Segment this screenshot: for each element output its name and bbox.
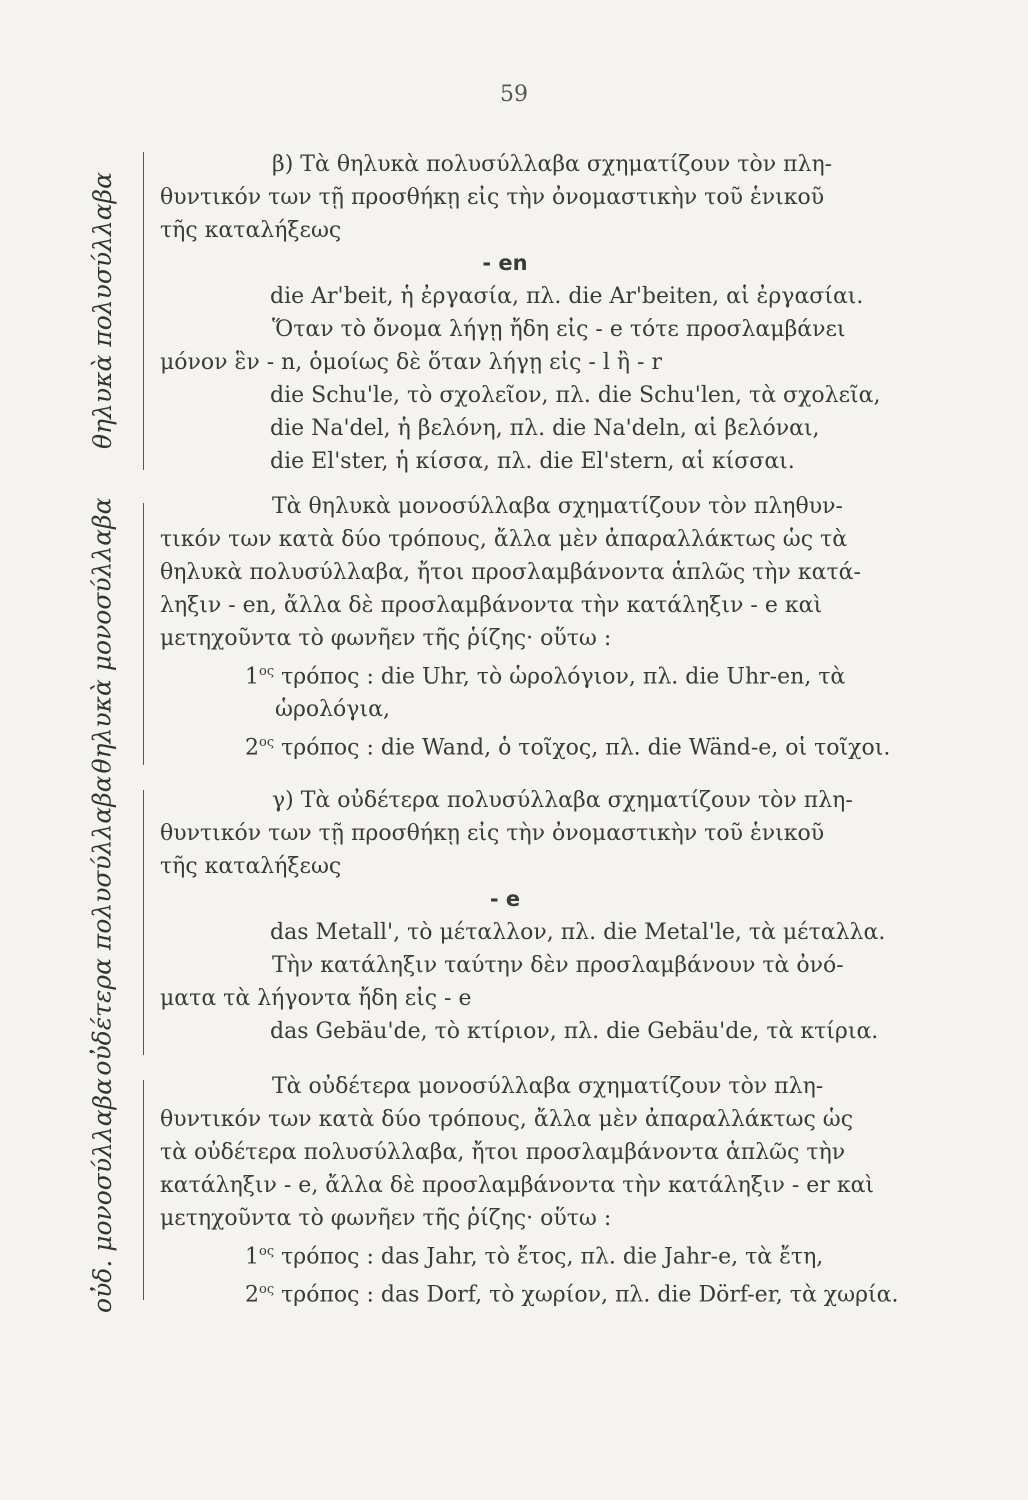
paragraph-line: ματα τὰ λήγοντα ἤδη εἰς - e <box>160 986 472 1011</box>
section-feminine-polysyllabic <box>160 148 881 478</box>
paragraph-line: τικόν των κατὰ δύο τρόπους, ἄλλα μὲν ἀπαραλλάκτως ὡς τὰ <box>160 527 848 552</box>
ending-label: - en <box>482 251 528 275</box>
mode-line <box>160 655 850 693</box>
mode-ordinal: ος <box>259 1244 275 1259</box>
mode-text: τρόπος : das Dorf, τὸ χωρίον, πλ. die Dörf-er, τὰ χωρία. <box>281 1282 899 1308</box>
example-line: die Schu'le, τὸ σχολεῖον, πλ. die Schu'len, τὰ σχολεῖα, <box>270 383 881 408</box>
margin-label-fem-mono <box>72 495 132 775</box>
margin-label-neut-mono <box>72 1075 132 1315</box>
paragraph-line: τῆς καταλήξεως <box>160 854 342 879</box>
mode-text: τρόπος : die Uhr, τὸ ὡρολόγιον, πλ. die Uhr-en, τὰ <box>281 664 846 690</box>
section-feminine-monosyllabic <box>160 490 891 765</box>
mode-number: 1 <box>245 664 259 690</box>
mode-line <box>160 726 891 764</box>
margin-label-text: οὐδ. μονοσύλλαβα <box>87 1077 117 1313</box>
paragraph-line: μετηχοῦντα τὸ φωνῆεν τῆς ῥίζης· οὕτω : <box>160 626 612 651</box>
section-neuter-polysyllabic <box>160 784 886 1048</box>
paragraph-line: μετηχοῦντα τὸ φωνῆεν τῆς ῥίζης· οὕτω : <box>160 1206 612 1231</box>
paragraph-line: τῆς καταλήξεως <box>160 218 342 243</box>
paragraph-line: Τὰ οὐδέτερα μονοσύλλαβα σχηματίζουν τὸν πλη- <box>272 1074 824 1099</box>
example-line: das Metall', τὸ μέταλλον, πλ. die Metal'le, τὰ μέταλλα. <box>270 920 886 945</box>
paragraph-line: θυντικόν των τῇ προσθήκῃ εἰς τὴν ὀνομαστικὴν τοῦ ἑνικοῦ <box>160 821 825 846</box>
mode-ordinal: ος <box>259 664 275 679</box>
margin-rule <box>143 790 144 1055</box>
paragraph-line: μόνον ἓν - n, ὁμοίως δὲ ὅταν λήγῃ εἰς - l ἢ - r <box>160 350 662 375</box>
section-neuter-monosyllabic <box>160 1070 899 1312</box>
ending-label: - e <box>489 887 521 911</box>
mode-number: 1 <box>245 1244 259 1270</box>
paragraph-line: τὰ οὐδέτερα πολυσύλλαβα, ἤτοι προσλαμβάνοντα ἁπλῶς τὴν <box>160 1140 846 1165</box>
mode-number: 2 <box>245 735 259 761</box>
paragraph-line: Ὅταν τὸ ὄνομα λήγῃ ἤδη εἰς - e τότε προσλαμβάνει <box>272 317 846 342</box>
mode-line <box>160 1235 850 1273</box>
margin-label-text: θηλυκὰ μονοσύλλαβα <box>87 496 117 774</box>
paragraph-line: θυντικόν των τῇ προσθήκῃ εἰς τὴν ὀνομαστικὴν τοῦ ἑνικοῦ <box>160 185 825 210</box>
paragraph-line: γ) Τὰ οὐδέτερα πολυσύλλαβα σχηματίζουν τὸν πλη- <box>272 788 853 813</box>
example-line: das Gebäu'de, τὸ κτίριον, πλ. die Gebäu'de, τὰ κτίρια. <box>270 1019 879 1044</box>
paragraph-line: θηλυκὰ πολυσύλλαβα, ἤτοι προσλαμβάνοντα ἁπλῶς τὴν κατά- <box>160 560 861 585</box>
margin-label-neut-poly <box>72 774 132 1076</box>
example-line: die El'ster, ἡ κίσσα, πλ. die El'stern, αἱ κίσσαι. <box>270 449 795 474</box>
page-number: 59 <box>500 82 528 107</box>
paragraph-line: Τὴν κατάληξιν ταύτην δὲν προσλαμβάνουν τὰ ὀνό- <box>272 953 844 978</box>
mode-ordinal: ος <box>259 735 275 751</box>
paragraph-line: θυντικόν των κατὰ δύο τρόπους, ἄλλα μὲν ἀπαραλλάκτως ὡς <box>160 1107 854 1132</box>
paragraph-line: ληξιν - en, ἄλλα δὲ προσλαμβάνοντα τὴν κατάληξιν - e καὶ <box>160 593 823 618</box>
margin-rule <box>143 503 144 765</box>
margin-label-text: θηλυκὰ πολυσύλλαβα <box>87 171 117 449</box>
example-line: die Ar'beit, ἡ ἐργασία, πλ. die Ar'beiten, αἱ ἐργασίαι. <box>270 284 864 309</box>
mode-text: τρόπος : das Jahr, τὸ ἔτος, πλ. die Jahr-e, τὰ ἔτη, <box>281 1244 824 1270</box>
margin-label-fem-poly <box>72 145 132 475</box>
paragraph-line: κατάληξιν - e, ἄλλα δὲ προσλαμβάνοντα τὴν κατάληξιν - er καὶ <box>160 1173 875 1198</box>
margin-rule <box>143 1080 144 1300</box>
paragraph-line: β) Τὰ θηλυκὰ πολυσύλλαβα σχηματίζουν τὸν πλη- <box>272 152 833 177</box>
mode-line-continued: ὡρολόγια, <box>275 697 390 723</box>
paragraph-line: Τὰ θηλυκὰ μονοσύλλαβα σχηματίζουν τὸν πληθυν- <box>272 494 843 519</box>
margin-label-text: οὐδέτερα πολυσύλλαβα <box>87 774 117 1076</box>
mode-ordinal: ος <box>259 1282 275 1298</box>
margin-rule <box>143 152 144 470</box>
mode-text: τρόπος : die Wand, ὁ τοῖχος, πλ. die Wänd-e, οἱ τοῖχοι. <box>281 735 891 761</box>
mode-line <box>160 1273 899 1311</box>
mode-number: 2 <box>245 1282 259 1308</box>
example-line: die Na'del, ἡ βελόνη, πλ. die Na'deln, αἱ βελόναι, <box>270 416 820 441</box>
